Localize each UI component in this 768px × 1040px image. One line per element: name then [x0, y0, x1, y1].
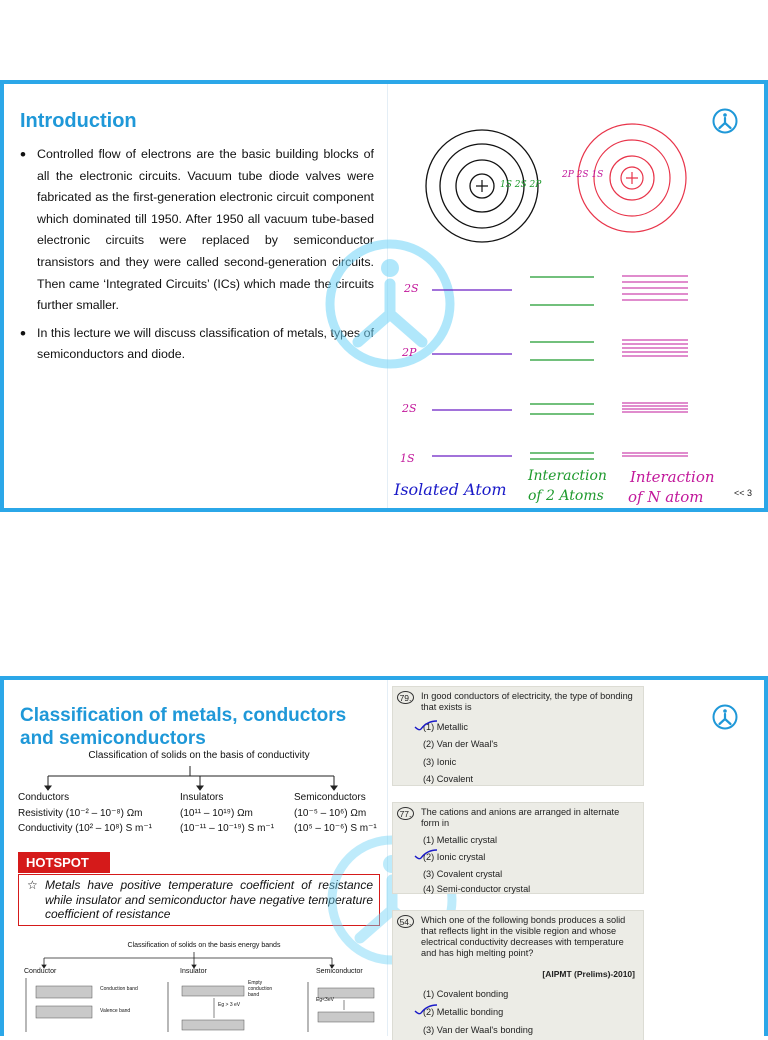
- star-icon: ☆: [27, 878, 38, 892]
- insulator-gap-label: Eg > 3 eV: [218, 1002, 241, 1008]
- insulator-resistivity: (10¹¹ – 10¹⁹) Ωm: [180, 808, 253, 819]
- caption-two-atoms-line2: of 2 Atoms: [528, 488, 604, 504]
- hotspot-text: Metals have positive temperature coefficient of resistance while insulator and semiconductor have negative temperature coefficient of resistance: [45, 878, 373, 921]
- page-number: << 3: [733, 488, 752, 498]
- slide-title: Classification of metals, conductors and semiconductors: [20, 705, 347, 749]
- classification-subtitle: Classification of solids on the basis of conductivity: [88, 750, 310, 761]
- energy-level-diagram: [404, 264, 704, 474]
- column-head-semiconductors: Semiconductors: [294, 792, 366, 803]
- atom1-shell-labels: 1S 2S 2P: [500, 180, 542, 190]
- question-number: 79.: [397, 691, 414, 704]
- classification-tree: [4, 680, 388, 800]
- empty-conduction-band-label: Empty conduction band: [248, 980, 273, 998]
- conduction-band-label: Conduction band: [100, 986, 138, 992]
- level-label-1s: 1S: [400, 452, 415, 465]
- brand-logo-icon: [712, 704, 738, 730]
- column-head-conductors: Conductors: [18, 792, 70, 803]
- semiconductor-gap-label: Eg<3eV: [316, 997, 334, 1003]
- n-atom-bands: [622, 276, 688, 456]
- question-card-79: [392, 686, 644, 786]
- question-option: (2) Metallic bonding: [423, 1007, 504, 1017]
- question-number: 54.: [397, 915, 414, 928]
- question-option: (2) Ionic crystal: [423, 852, 486, 862]
- semiconductor-conductivity: (10⁵ – 10⁻⁶) S m⁻¹: [294, 823, 377, 834]
- level-label-2p: 2P: [402, 346, 417, 359]
- caption-n-atoms-line2: of N atom: [628, 488, 704, 506]
- question-option: (3) Van der Waal's bonding: [423, 1025, 534, 1035]
- question-option: (4) Covalent: [423, 774, 474, 784]
- bullet-item: • Controlled flow of electrons are the basic building blocks of all the electronic circuits. Vacuum tube diode valves were fabricated as the first-generation electronic circuit component which dominated till 1950. After 1950 all vacuum tube-based electronic circuits were replaced by semiconductor transistors and they were called second-generation circuits. Then came ‘Integrated Circuits’ (ICs) which made the circuits further smaller.: [20, 144, 374, 317]
- column-head-insulators: Insulators: [180, 792, 224, 803]
- caption-isolated-atom: Isolated Atom: [394, 480, 507, 499]
- band-column-semiconductor: Semiconductor: [316, 968, 363, 975]
- question-option: (3) Covalent crystal: [423, 869, 503, 879]
- conductor-conductivity: Conductivity (10² – 10⁸) S m⁻¹: [18, 823, 152, 834]
- bullet-list: [20, 144, 374, 372]
- slide-divider: [387, 84, 388, 508]
- question-option: (1) Metallic crystal: [423, 835, 498, 845]
- caption-n-atoms-line1: Interaction: [630, 468, 715, 486]
- answer-tick-icon: [413, 719, 439, 733]
- question-text: In good conductors of electricity, the type of bonding that exists is: [421, 691, 633, 712]
- question-option: (1) Metallic: [423, 722, 468, 732]
- slide-title: Introduction: [20, 110, 137, 132]
- question-option: (4) Semi-conductor crystal: [423, 884, 531, 894]
- question-card-54: [392, 910, 644, 1040]
- answer-tick-icon: [413, 1003, 439, 1017]
- band-column-conductor: Conductor: [24, 968, 57, 975]
- insulator-conductivity: (10⁻¹¹ – 10⁻¹⁹) S m⁻¹: [180, 823, 275, 834]
- question-option: (3) Ionic: [423, 757, 457, 767]
- question-option: (2) Van der Waal's: [423, 739, 498, 749]
- bullet-item: • In this lecture we will discuss classification of metals, types of semiconductors and diode.: [20, 323, 374, 366]
- caption-two-atoms-line1: Interaction: [528, 468, 607, 484]
- atom2-shell-labels: 2P 2S 1S: [562, 170, 604, 180]
- question-number: 77.: [397, 807, 414, 820]
- band-column-insulator: Insulator: [180, 968, 207, 975]
- hotspot-box: [18, 874, 380, 926]
- level-label-2s-top: 2S: [404, 282, 419, 295]
- question-text: Which one of the following bonds produces a solid that reflects light in the visible region and whose electrical conductivity decreases with temperature and has high melting point?: [421, 915, 626, 958]
- question-source: [AIPMT (Prelims)-2010]: [542, 969, 635, 979]
- slide-classification: [0, 676, 768, 1036]
- answer-tick-icon: [413, 848, 439, 862]
- valence-band-label: Valence band: [100, 1008, 131, 1014]
- energy-bands-title: Classification of solids on the basis energy bands: [127, 942, 281, 949]
- level-label-2s: 2S: [402, 402, 417, 415]
- isolated-levels: [432, 290, 512, 456]
- two-atom-levels: [530, 277, 594, 459]
- band-diagrams: [4, 976, 388, 1032]
- question-card-77: [392, 802, 644, 894]
- slide-introduction: [0, 80, 768, 512]
- semiconductor-resistivity: (10⁻⁵ – 10⁶) Ωm: [294, 808, 367, 819]
- question-option: (1) Covalent bonding: [423, 989, 509, 999]
- hotspot-label: HOTSPOT: [18, 852, 110, 873]
- conductor-resistivity: Resistivity (10⁻² – 10⁻⁸) Ωm: [18, 808, 143, 819]
- question-text: The cations and anions are arranged in alternate form in: [421, 807, 620, 828]
